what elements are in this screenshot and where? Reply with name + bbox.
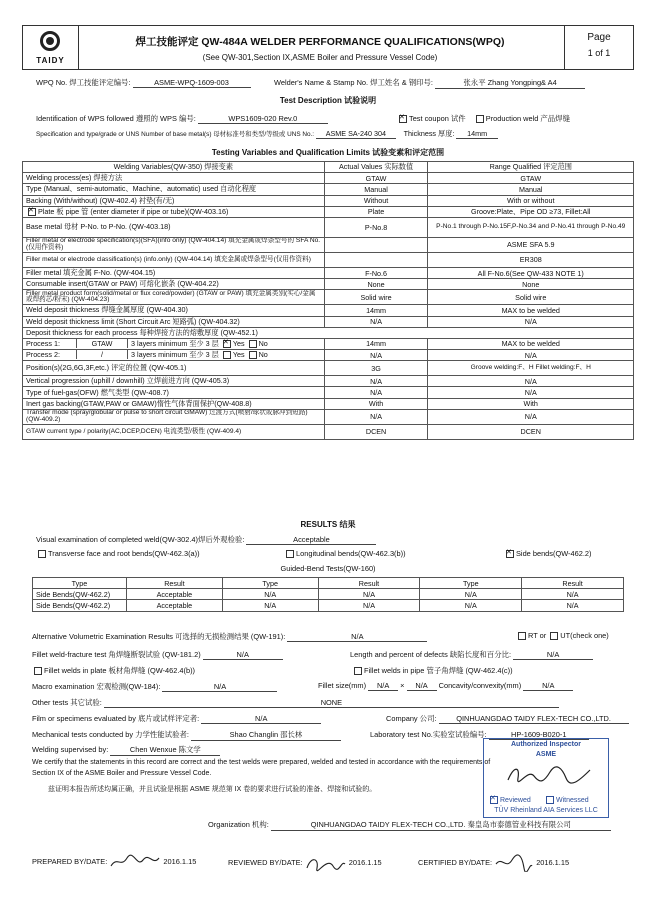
visual-exam-line (36, 534, 376, 545)
gbt-cell: N/A (522, 600, 624, 611)
gbt-cell: N/A (318, 600, 420, 611)
actual-cell: N/A (324, 316, 428, 327)
range-cell: Groove welding:F、H Fillet welding:F、H (428, 361, 634, 376)
table-row (23, 305, 634, 316)
welder-name-label: Welder's Name & Stamp No. 焊工姓名 & 钢印号: (274, 78, 433, 87)
reviewed-date: 2016.1.15 (348, 857, 382, 867)
table-row (23, 252, 634, 267)
gbt-header: Result (318, 578, 420, 589)
mech-tests-line (32, 729, 341, 741)
supervised-value: Chen Wenxue 陈文学 (110, 744, 220, 756)
range-cell: Solid wire (428, 290, 634, 305)
variable-cell: Filler metal or electrode specification(s)(SFA)(info only) (QW-404.14) 填充金属或焊条型号的 SFA No.(仅用作资料) (23, 237, 325, 252)
rt-checkbox[interactable] (518, 632, 526, 640)
actual-cell: GTAW (324, 173, 428, 184)
variable-cell: Welding process(es) 焊接方法 (23, 173, 325, 184)
side-bends-checkbox[interactable] (506, 550, 514, 558)
table-row (33, 589, 624, 600)
macro-value: N/A (162, 682, 277, 692)
table-row (23, 237, 634, 252)
actual-cell: 3G (324, 361, 428, 376)
col-header-actual: Actual Values 实际数值 (324, 162, 428, 173)
actual-cell: 14mm (324, 305, 428, 316)
logo-text: TAIDY (36, 56, 65, 65)
certified-date: 2016.1.15 (536, 857, 570, 867)
layers-label: 3 layers minimum 至少 3 层 (131, 350, 219, 360)
organization-line (208, 819, 611, 831)
plate-checkbox[interactable] (28, 208, 36, 216)
col-header-variables: Welding Variables(QW-350) 焊接变素 (23, 162, 325, 173)
fillet-pipe-checkbox[interactable] (354, 667, 362, 675)
range-cell: N/A (428, 350, 634, 361)
fillet-pipe-label: Fillet welds in pipe 管子角焊缝 (QW-462.4(c)) (364, 666, 513, 675)
process-cell (23, 338, 325, 349)
range-cell: N/A (428, 376, 634, 387)
yes-label: Yes (232, 350, 245, 360)
prepared-by (32, 854, 196, 870)
stamp-company: TÜV Rheinland AIA Services LLC (494, 807, 598, 814)
variable-cell: Weld deposit thickness 焊缝金属厚度 (QW-404.30) (23, 305, 325, 316)
mech-tests-label: Mechanical tests conducted by 力学性能试验者: (32, 730, 189, 739)
defects-value: N/A (513, 650, 593, 660)
wpq-number-line (36, 77, 251, 88)
range-cell: ER308 (428, 252, 634, 267)
process-label: Process 2: (23, 350, 77, 359)
gbt-cell: Side Bends(QW-462.2) (33, 589, 127, 600)
variable-cell: Filler metal 填充金属 F-No. (QW-404.15) (23, 267, 325, 278)
actual-cell: Solid wire (324, 290, 428, 305)
base-metal-spec-line (36, 129, 498, 139)
variable-cell (23, 206, 325, 217)
transverse-checkbox[interactable] (38, 550, 46, 558)
reviewed-signature-icon (305, 854, 347, 872)
yes-checkbox[interactable] (223, 340, 231, 348)
actual-cell: None (324, 279, 428, 290)
col-header-range: Range Qualified 评定范围 (428, 162, 634, 173)
process-row (23, 350, 634, 361)
fillet-size-value: N/A (368, 681, 398, 691)
range-cell: N/A (428, 316, 634, 327)
table-row (23, 316, 634, 327)
table-row (23, 327, 634, 338)
wps-label: Identification of WPS followed 遵照的 WPS 编号: (36, 114, 196, 123)
variable-cell: Type of fuel-gas(OFW) 燃气类型 (QW-408.7) (23, 387, 325, 398)
plate-pipe-label: Plate 板 pipe 管 (enter diameter if pipe or tube)(QW-403.16) (38, 206, 229, 216)
other-tests-value: NONE (104, 698, 559, 708)
page-label: Page (587, 32, 611, 43)
variables-header-row (23, 162, 634, 173)
variable-cell: Vertical progression (uphill / downhill) 立焊前进方向 (QW-405.3) (23, 376, 325, 387)
stamp-subtitle: ASME (535, 751, 557, 758)
alt-volumetric-value: N/A (287, 632, 427, 642)
variable-cell: Weld deposit thickness limit (Short Circuit Arc 短路弧) (QW-404.32) (23, 316, 325, 327)
wps-line (36, 113, 328, 124)
variable-cell: Position(s)(2G,6G,3F,etc.) 评定的位置 (QW-405.1) (23, 361, 325, 376)
table-row (23, 361, 634, 376)
thickness-value: 14mm (456, 129, 498, 139)
actual-cell: With (324, 398, 428, 409)
wpq-number-value: ASME-WPQ-1609-003 (133, 78, 251, 88)
range-cell: With (428, 398, 634, 409)
film-label: Film or specimens evaluated by 底片或试样评定者: (32, 714, 200, 723)
table-row (23, 290, 634, 305)
gbt-header: Result (522, 578, 624, 589)
process-cell (23, 350, 325, 361)
times-symbol: × (400, 681, 405, 690)
reviewed-by (228, 854, 382, 872)
variable-cell: Type (Manual、semi-automatic、Machine、automatic) used 自动化程度 (23, 184, 325, 195)
longitudinal-checkbox[interactable] (286, 550, 294, 558)
range-cell: MAX to be welded (428, 338, 634, 349)
range-cell: None (428, 279, 634, 290)
actual-cell: DCEN (324, 424, 428, 439)
lab-test-label: Laboratory test No.实验室试验编号: (370, 730, 487, 739)
macro-line (32, 681, 277, 692)
table-row (23, 267, 634, 278)
ut-label: UT(check one) (560, 631, 609, 640)
side-bends (504, 549, 591, 558)
no-label: No (258, 350, 268, 360)
table-row (23, 217, 634, 237)
welder-name-line (274, 77, 585, 89)
other-tests-line (32, 697, 559, 708)
form-subtitle: (See QW-301,Section IX,ASME Boiler and Pressure Vessel Code) (202, 53, 438, 62)
company-line (386, 713, 629, 724)
gbt-header: Type (420, 578, 522, 589)
transverse-bends (36, 549, 200, 558)
range-cell: Groove:Plate、Pipe OD ≥73, Fillet:All (428, 206, 634, 217)
guided-bend-table (32, 577, 624, 612)
fillet-plate-label: Fillet welds in plate 板材角焊缝 (QW-462.4(b)) (44, 666, 195, 675)
variable-cell: Base metal 母材 P-No. to P-No. (QW-403.18) (23, 217, 325, 237)
actual-cell: Without (324, 195, 428, 206)
supervised-line (32, 744, 220, 756)
actual-cell: N/A (324, 409, 428, 424)
variable-cell: Consumable insert(GTAW or PAW) 可熔化嵌条 (QW-404.22) (23, 279, 325, 290)
range-cell: MAX to be welded (428, 305, 634, 316)
longitudinal-label: Longitudinal bends(QW-462.3(b)) (296, 549, 406, 558)
gbt-cell: Acceptable (126, 600, 222, 611)
gbt-header: Type (222, 578, 318, 589)
test-description-title: Test Description 试验说明 (279, 96, 377, 105)
fillet-plate (32, 665, 195, 676)
gbt-cell: Acceptable (126, 589, 222, 600)
table-row (23, 184, 634, 195)
company-value: QINHUANGDAO TAIDY FLEX-TECH CO.,LTD. (439, 714, 629, 724)
range-cell: DCEN (428, 424, 634, 439)
macro-label: Macro examination 宏观检测(QW-184): (32, 682, 161, 691)
table-row (23, 424, 634, 439)
longitudinal-bends (284, 549, 406, 558)
welder-name-value: 张永平 Zhang Yongping& A4 (435, 77, 585, 89)
no-label: No (258, 338, 268, 348)
supervised-label: Welding supervised by: (32, 745, 109, 754)
yes-label: Yes (232, 338, 245, 348)
concavity-value: N/A (523, 681, 573, 691)
results-title: RESULTS 结果 (300, 520, 356, 529)
no-checkbox[interactable] (249, 351, 257, 359)
variable-cell: Backing (With/without) (QW-402.4) 衬垫(有/无) (23, 195, 325, 206)
fillet-size-line (318, 681, 573, 691)
gbt-cell: N/A (222, 589, 318, 600)
yes-checkbox[interactable] (223, 351, 231, 359)
fillet-size-value-2: N/A (407, 681, 437, 691)
form-header (22, 25, 634, 70)
range-cell: P-No.1 through P-No.15F,P-No.34 and P-No.41 through P-No.49 (428, 217, 634, 237)
wpq-form (22, 25, 634, 893)
no-checkbox[interactable] (249, 340, 257, 348)
organization-label: Organization 机构: (208, 820, 269, 829)
visual-exam-label: Visual examination of completed weld(QW-302.4)焊后外观检验: (36, 535, 245, 544)
variable-cell: Filler metal product form(solid/metal or flux cored/powder) (GTAW or PAW) 填充金属类别(实心/金属或焊药芯/粉末) (QW-404.23) (23, 290, 325, 305)
rt-label: RT or (528, 631, 547, 640)
gbt-header: Result (126, 578, 222, 589)
table-row (23, 398, 634, 409)
table-row (23, 173, 634, 184)
table-row (23, 376, 634, 387)
certification-text-1: We certify that the statements in this record are correct and the test welds were prepared, welded and tested in accordance with the requirements of (32, 759, 491, 766)
table-row (23, 279, 634, 290)
test-coupon-checkbox[interactable] (399, 115, 407, 123)
alt-volumetric-line (32, 631, 427, 642)
process-label: Process 1: (23, 339, 77, 348)
company-logo (23, 26, 79, 69)
table-row (23, 409, 634, 424)
fillet-fracture-value: N/A (203, 650, 283, 660)
variables-table (22, 161, 634, 440)
reviewed-label: Reviewed (500, 796, 531, 804)
actual-cell: N/A (324, 350, 428, 361)
certified-label: CERTIFIED BY/DATE: (418, 857, 493, 867)
prepared-date: 2016.1.15 (163, 856, 197, 866)
coupon-type (397, 113, 570, 124)
ut-checkbox[interactable] (550, 632, 558, 640)
gbt-cell: N/A (318, 589, 420, 600)
mech-tests-value: Shao Changlin 邵长林 (191, 729, 341, 741)
prepared-label: PREPARED BY/DATE: (32, 856, 108, 866)
certified-by (418, 854, 569, 872)
table-row (23, 387, 634, 398)
defects-line (350, 649, 593, 660)
actual-cell (324, 237, 428, 252)
variable-cell: GTAW current type / polarity(AC,DCEP,DCEN) 电流类型/极性 (QW-409.4) (23, 424, 325, 439)
page-number-box (564, 26, 633, 69)
actual-cell: P-No.8 (324, 217, 428, 237)
certified-signature-icon (494, 854, 534, 872)
defects-label: Length and percent of defects 缺陷长度和百分比: (350, 650, 512, 659)
lab-test-value: HP-1609-B020-1 (489, 730, 589, 740)
fillet-fracture-line (32, 649, 283, 660)
gbt-cell: N/A (420, 600, 522, 611)
witnessed-checkbox[interactable] (546, 796, 554, 804)
layers-label: 3 layers minimum 至少 3 层 (131, 338, 219, 348)
actual-cell: 14mm (324, 338, 428, 349)
wpq-number-label: WPQ No. 焊工技能评定编号: (36, 78, 131, 87)
qualification-limits-title: Testing Variables and Qualification Limits 试验变素和评定范围 (211, 148, 445, 157)
test-coupon-label: Test coupon 试件 (409, 114, 466, 123)
range-cell: N/A (428, 387, 634, 398)
film-value: N/A (201, 714, 321, 724)
visual-exam-value: Acceptable (246, 535, 376, 545)
wps-value: WPS1609-020 Rev.0 (198, 114, 328, 124)
actual-cell: Plate (324, 206, 428, 217)
gbt-header: Type (33, 578, 127, 589)
fillet-pipe (352, 665, 513, 676)
concavity-label: Concavity/convexity(mm) (438, 681, 522, 690)
production-weld-label: Production weld 产品焊缝 (485, 114, 570, 123)
range-cell: With or without (428, 195, 634, 206)
range-cell: ASME SFA 5.9 (428, 237, 634, 252)
reviewed-option (488, 796, 531, 804)
guided-bend-title: Guided-Bend Tests(QW-160) (280, 564, 376, 573)
range-cell: GTAW (428, 173, 634, 184)
organization-value: QINHUANGDAO TAIDY FLEX-TECH CO.,LTD. 秦皇岛市泰德管业科技有限公司 (271, 819, 611, 831)
inspector-signature-icon (504, 764, 594, 786)
reviewed-checkbox[interactable] (490, 796, 498, 804)
fillet-size-label: Fillet size(mm) (318, 681, 367, 690)
base-metal-spec-label: Specification and type/grade or UNS Number of base metal(s) 母材标准号和类型/等级或 UNS No.: (36, 131, 315, 138)
actual-cell: Manual (324, 184, 428, 195)
stamp-title: Authorized Inspector (510, 741, 581, 748)
gbt-cell: N/A (522, 589, 624, 600)
other-tests-label: Other tests 其它试验: (32, 698, 102, 707)
transverse-label: Transverse face and root bends(QW-462.3(a)) (48, 549, 200, 558)
company-label: Company 公司: (386, 714, 437, 723)
actual-cell (324, 252, 428, 267)
prepared-signature-icon (109, 854, 161, 870)
production-weld-checkbox[interactable] (476, 115, 484, 123)
process-row (23, 338, 634, 349)
fillet-fracture-label: Fillet weld-fracture test 角焊缝断裂试验 (QW-181.2) (32, 650, 201, 659)
gbt-cell: N/A (222, 600, 318, 611)
process-name: GTAW (77, 339, 128, 348)
process-name: / (77, 350, 128, 359)
page-value: 1 of 1 (587, 48, 611, 58)
variable-cell: Transfer mode (spray/globular or pulse to short circuit GMAW) 过渡方式(喷射/球状或脉冲到短路) (QW-409.2) (23, 409, 325, 424)
certification-text-2: Section IX of the ASME Boiler and Pressure Vessel Code. (32, 770, 212, 777)
form-title: 焊工技能评定 QW-484A WELDER PERFORMANCE QUALIFICATIONS(WPQ) (135, 36, 505, 48)
range-cell: Manual (428, 184, 634, 195)
witnessed-option (544, 796, 589, 804)
variable-cell: Inert gas backing(GTAW,PAW or GMAW)惰性气体背面保护(QW-408.8) (23, 398, 325, 409)
actual-cell: N/A (324, 387, 428, 398)
variable-cell: Filler metal or electrode classification(s) (info.only) (QW-404.14) 填充金属或焊条型号(仅用作资料) (23, 252, 325, 267)
reviewed-by-label: REVIEWED BY/DATE: (228, 857, 303, 867)
certification-text-cn: 兹证明本报告所述均属正确，并且试验是根据 ASME 规范第 IX 卷的要求进行试验的准备、焊接和试验的。 (48, 786, 377, 793)
witnessed-label: Witnessed (556, 796, 589, 804)
base-metal-spec-value: ASME SA-240 304 (316, 129, 396, 139)
inspector-stamp (483, 738, 609, 818)
alt-volumetric-label: Alternative Volumetric Examination Results 可选择的无损检测结果 (QW-191): (32, 632, 286, 641)
table-row (23, 195, 634, 206)
range-cell: N/A (428, 409, 634, 424)
deposit-thickness-label: Deposit thickness for each process 每种焊接方法的熔敷厚度 (QW-452.1) (23, 327, 634, 338)
actual-cell: N/A (324, 376, 428, 387)
side-bends-label: Side bends(QW-462.2) (516, 549, 592, 558)
rt-ut-choice (516, 631, 609, 640)
taidy-logo-icon (40, 31, 60, 51)
gbt-cell: N/A (420, 589, 522, 600)
gbt-header-row (33, 578, 624, 589)
film-line (32, 713, 321, 724)
range-cell: All F-No.6(See QW-433 NOTE 1) (428, 267, 634, 278)
actual-cell: F-No.6 (324, 267, 428, 278)
table-row (33, 600, 624, 611)
thickness-label: Thickness 厚度: (403, 129, 455, 138)
fillet-plate-checkbox[interactable] (34, 667, 42, 675)
table-row (23, 206, 634, 217)
gbt-cell: Side Bends(QW-462.2) (33, 600, 127, 611)
